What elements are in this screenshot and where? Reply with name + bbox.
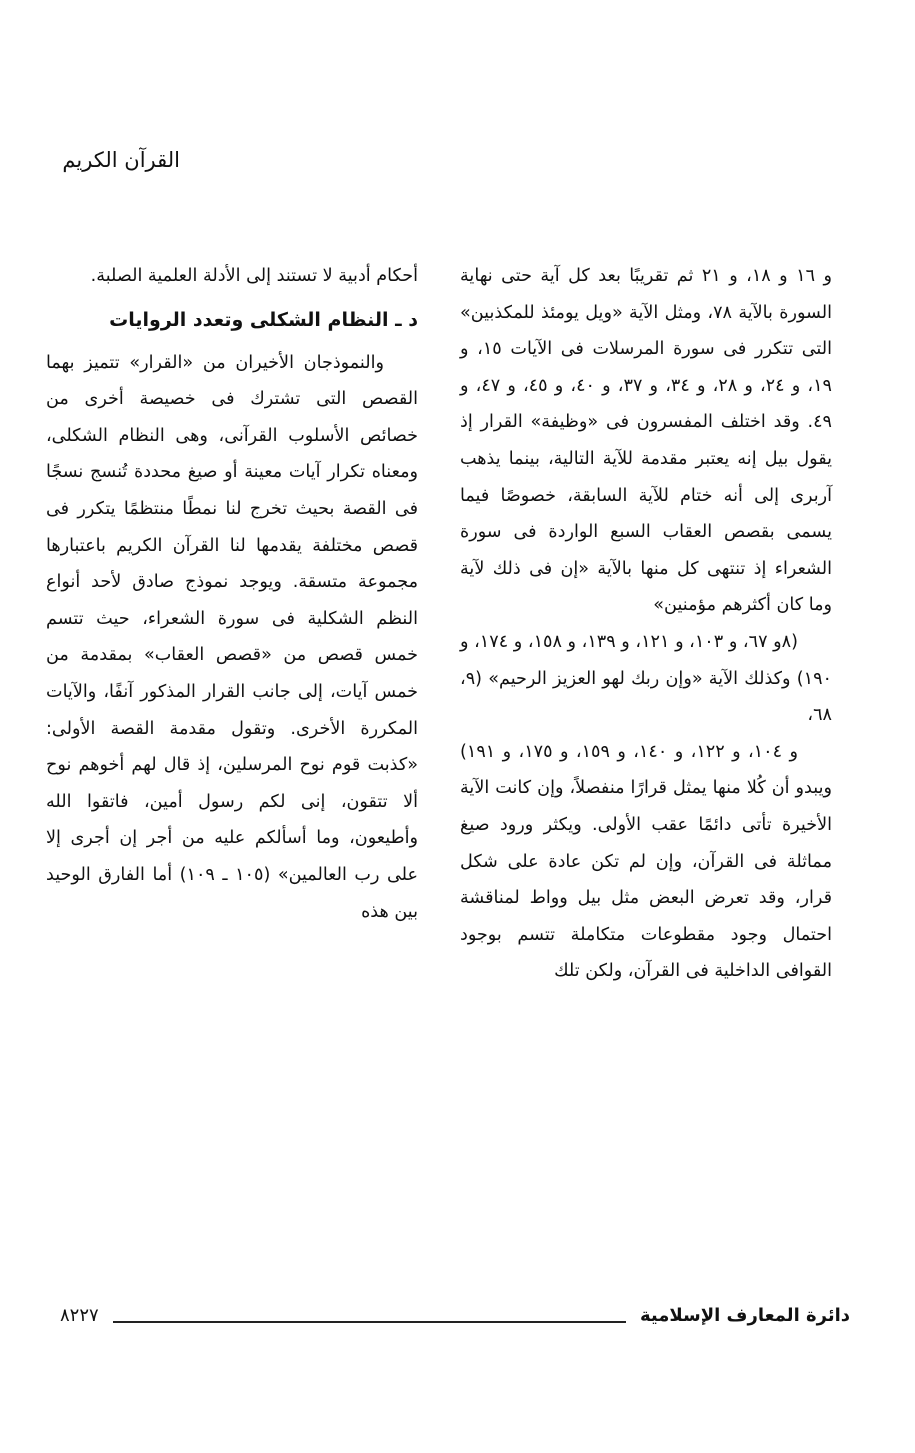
journal-title: دائرة المعارف الإسلامية <box>639 1304 850 1326</box>
left-intro-paragraph: أحكام أدبية لا تستند إلى الأدلة العلمية الصلبة. <box>90 266 418 286</box>
right-paragraph-1: و ١٦ و ١٨، و ٢١ ثم تقريبًا بعد كل آية حتى نهاية السورة بالآية ٧٨، ومثل الآية «ويل يومئذ للمكذبين» التى تتكرر فى سورة المرسلات فى الآيات ١٥، و ١٩، و ٢٤، و ٢٨، و ٣٤، و ٣٧، و ٤٠، و ٤٥، و ٤٧، و ٤٩. وقد اختلف المفسرون فى «وظيفة» القرار إذ يقول بيل إنه يعتبر مقدمة للآية التالية، بينما يذهب آربرى إلى أنه ختام للآية السابقة، خصوصًا فيما يسمى بقصص العقاب السبع الواردة فى سورة الشعراء إذ تنتهى كل منها بالآية «إن فى ذلك لآية وما كان أكثرهم مؤمنين» <box>460 266 832 616</box>
section-heading: د ـ النظام الشكلى وتعدد الروايات <box>109 308 418 331</box>
right-paragraph-2: (٨و ٦٧، و ١٠٣، و ١٢١، و ١٣٩، و ١٥٨، و ١٧٤، و ١٩٠) وكذلك الآية «وإن ربك لهو العزيز الرحيم» (٩، ٦٨، <box>460 631 832 726</box>
right-paragraph-3: و ١٠٤، و ١٢٢، و ١٤٠، و ١٥٩، و ١٧٥، و ١٩١) ويبدو أن كُلا منها يمثل قرارًا منفصلاً، وإن كانت الآية الأخيرة تأتى دائمًا عقب الأولى. ويكثر ورود صيغ مماثلة فى القرآن، وإن لم تكن عادة على شكل قرار، وقد تعرض البعض مثل بيل وواط لمناقشة احتمال وجود مقطوعات متكاملة تتسم بوجود القوافى الداخلية فى القرآن، ولكن تلك <box>460 741 832 982</box>
running-title: القرآن الكريم <box>62 148 180 172</box>
page-number: ٨٢٢٧ <box>60 1304 99 1326</box>
left-body-paragraph: والنموذجان الأخيران من «القرار» تتميز بهما القصص التى تشترك فى خصيصة أخرى من خصائص الأسلوب القرآنى، وهى النظام الشكلى، ومعناه تكرار آيات معينة أو صيغ محددة تُنسج نسجًا فى القصة بحيث تخرج لنا نمطًا منتظمًا يتكرر فى قصص مختلفة يقدمها لنا القرآن الكريم باعتبارها مجموعة متسقة. ويوجد نموذج صادق لأحد أنواع النظم الشكلية فى سورة الشعراء، حيث تتسم خمس قصص من «قصص العقاب» بمقدمة من خمس آيات، إلى جانب القرار المذكور آنفًا، والآيات المكررة الأخرى. وتقول مقدمة القصة الأولى: «كذبت قوم نوح المرسلين، إذ قال لهم أخوهم نوح ألا تتقون، إنى لكم رسول أمين، فاتقوا الله وأطيعون، وما أسألكم عليه من أجر إن أجرى إلا على رب العالمين» (١٠٥ ـ ١٠٩) أما الفارق الوحيد بين هذه <box>46 352 418 922</box>
footer-rule <box>113 1307 626 1323</box>
left-column <box>46 258 418 930</box>
page-footer <box>60 1300 850 1330</box>
right-column <box>460 258 832 990</box>
